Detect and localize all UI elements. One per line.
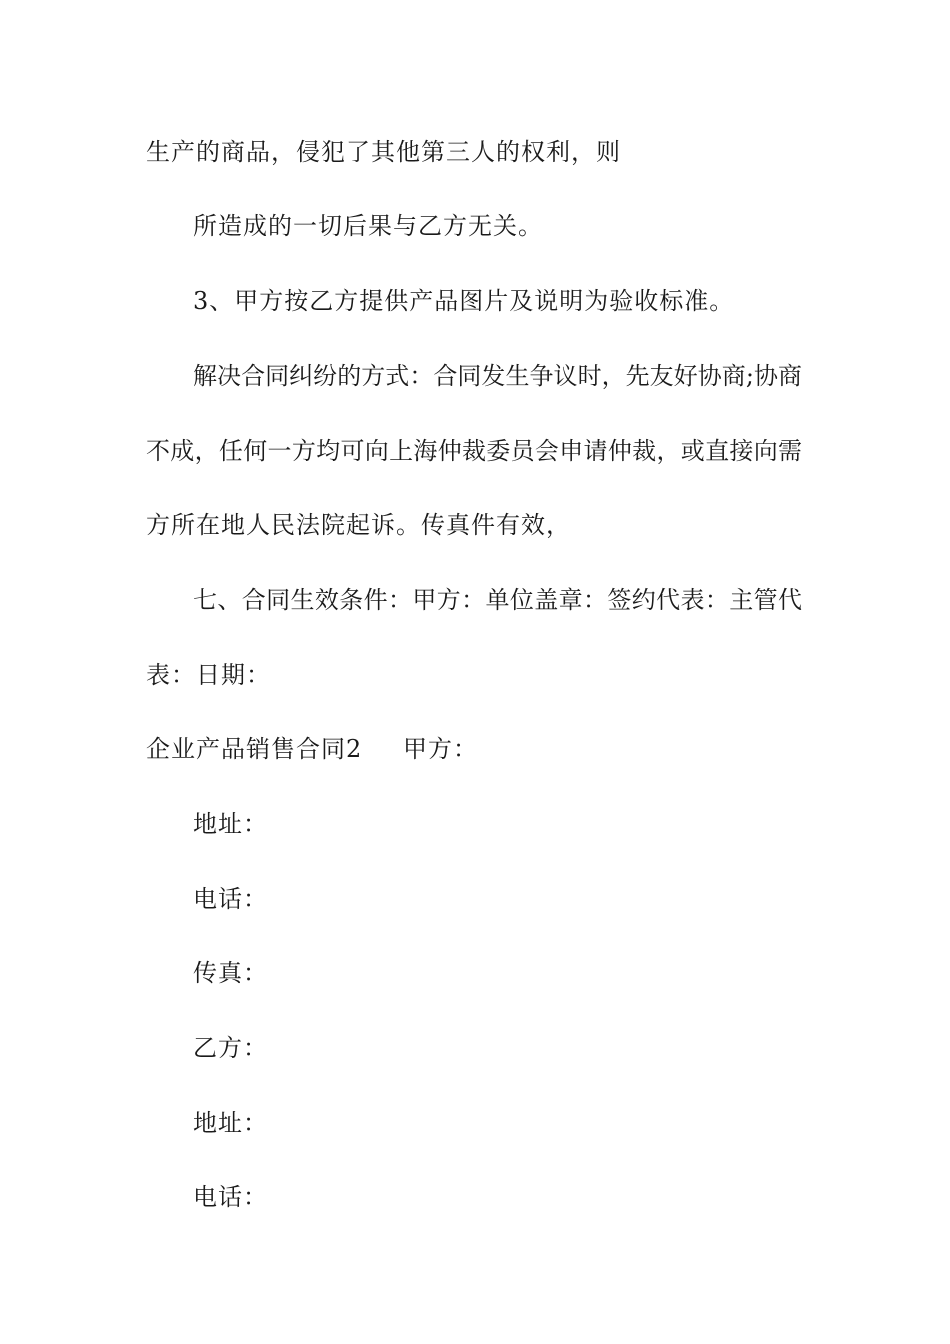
party-a-phone-label: 电话： (193, 885, 268, 913)
contract-title: 企业产品销售合同2 (146, 735, 363, 763)
text-line: 七、合同生效条件：甲方：单位盖章：签约代表：主管代 (193, 586, 802, 614)
party-b-label: 乙方： (193, 1034, 268, 1062)
party-a-label: 甲方： (403, 735, 478, 763)
text-line: 所造成的一切后果与乙方无关。 (193, 212, 543, 240)
text-line: 生产的商品，侵犯了其他第三人的权利，则 (146, 138, 621, 166)
party-a-fax-label: 传真： (193, 959, 268, 987)
text-line: 表：日期： (146, 661, 271, 689)
text-line: 方所在地人民法院起诉。传真件有效， (146, 511, 571, 539)
party-a-address-label: 地址： (193, 810, 268, 838)
text-line: 解决合同纠纷的方式：合同发生争议时，先友好协商;协商 (193, 362, 802, 390)
text-line: 不成，任何一方均可向上海仲裁委员会申请仲裁，或直接向需 (146, 437, 802, 465)
text-line: 3、甲方按乙方提供产品图片及说明为验收标准。 (193, 287, 735, 315)
party-b-phone-label: 电话： (193, 1183, 268, 1211)
party-b-address-label: 地址： (193, 1109, 268, 1137)
